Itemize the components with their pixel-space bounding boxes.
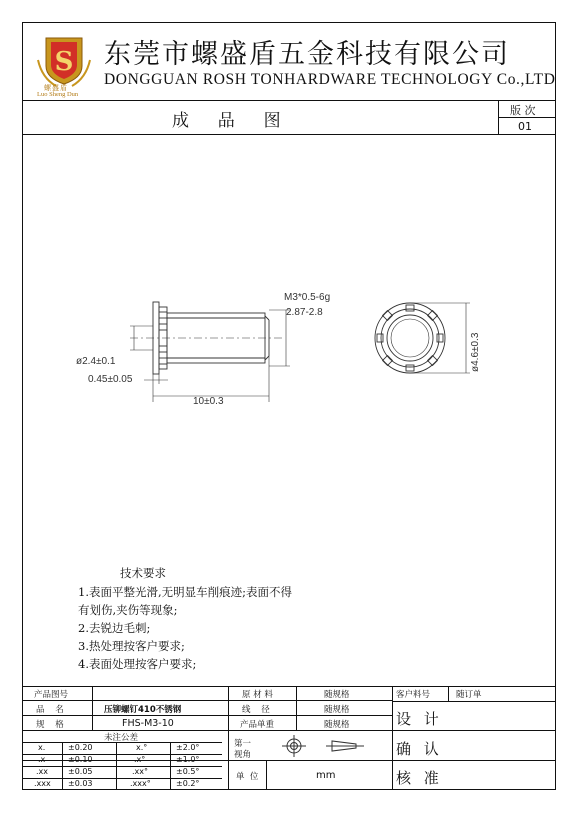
unit-weight-value: 随规格 — [324, 720, 350, 730]
company-name-en: DONGGUAN ROSH TONHARDWARE TECHNOLOGY Co.,LTD — [104, 71, 556, 88]
product-no-label: 产品图号 — [34, 690, 69, 700]
spec-value: FHS-M3-10 — [122, 718, 174, 729]
end-view — [375, 303, 445, 373]
head-thickness-label: 0.45±0.05 — [88, 374, 133, 385]
version-value: 01 — [518, 120, 532, 133]
unit-label: 单 位 — [236, 772, 259, 782]
requirement-line-3: 2.去锐边毛刺; — [78, 621, 151, 635]
approve-label: 核 准 — [396, 769, 443, 787]
product-name-label: 品 名 — [36, 705, 64, 715]
projection-label-2: 视角 — [234, 750, 252, 760]
head-dia-label: ø2.4±0.1 — [76, 356, 116, 367]
tolerance-row: .xx — [36, 767, 49, 776]
tolerance-row: ±0.20 — [68, 743, 93, 752]
tolerance-row: ±0.03 — [68, 779, 93, 788]
version-label: 版 次 — [510, 104, 536, 117]
logo-letter: S — [54, 47, 74, 77]
product-name-value: 压铆螺钉410不锈钢 — [104, 705, 182, 715]
unit-value: mm — [316, 770, 336, 781]
requirement-line-2: 有划伤,夹伤等现象; — [78, 603, 178, 617]
projection-label-1: 第一 — [234, 739, 252, 749]
customer-no-value: 随订单 — [456, 690, 482, 700]
wire-dia-label: 线 径 — [242, 705, 270, 715]
length-label: 10±0.3 — [193, 396, 224, 407]
spec-label: 规 格 — [36, 720, 64, 730]
tolerance-row: .xxx° — [130, 779, 151, 788]
thread-spec-label: M3*0.5-6g — [284, 292, 331, 303]
tolerance-row: ±0.05 — [68, 767, 93, 776]
tolerance-row: .x — [38, 755, 46, 764]
requirement-line-5: 4.表面处理按客户要求; — [78, 657, 197, 671]
requirement-line-4: 3.热处理按客户要求; — [78, 639, 185, 653]
tolerance-row: .x° — [134, 755, 146, 764]
tolerance-row: .xx° — [132, 767, 149, 776]
thread-dia-label: 2.87-2.8 — [286, 307, 323, 318]
company-name-cn: 东莞市螺盛盾五金科技有限公司 — [104, 39, 510, 70]
side-view — [130, 302, 285, 374]
tolerance-row: .xxx — [34, 779, 51, 788]
outer-dia-label: ø4.6±0.3 — [470, 332, 481, 372]
tolerance-row: ±0.2° — [176, 779, 200, 788]
tolerance-row: ±0.10 — [68, 755, 93, 764]
material-label: 原 材 料 — [242, 690, 273, 700]
tolerance-row: ±1.0° — [176, 755, 200, 764]
tolerance-row: x. — [38, 743, 46, 752]
customer-no-label: 客户料号 — [396, 690, 431, 700]
outer-circle — [375, 303, 445, 373]
requirements-title: 技术要求 — [120, 566, 166, 580]
tolerance-row: ±0.5° — [176, 767, 200, 776]
wire-dia-value: 随规格 — [324, 705, 350, 715]
logo-caption-cn: 螺盛盾 — [44, 84, 68, 92]
material-value: 随规格 — [324, 690, 350, 700]
tolerance-row: x.° — [136, 743, 148, 752]
drawing-title: 成 品 图 — [172, 111, 287, 131]
tolerance-row: ±2.0° — [176, 743, 200, 752]
requirement-line-1: 1.表面平整光滑,无明显车削痕迹;表面不得 — [78, 585, 293, 599]
design-label: 设 计 — [396, 710, 443, 728]
logo-caption-en: Luo Sheng Dun — [37, 91, 79, 98]
unit-weight-label: 产品单重 — [240, 720, 275, 730]
confirm-label: 确 认 — [396, 740, 443, 758]
tolerance-title: 未注公差 — [104, 733, 139, 743]
first-angle-projection-icon — [280, 734, 380, 758]
